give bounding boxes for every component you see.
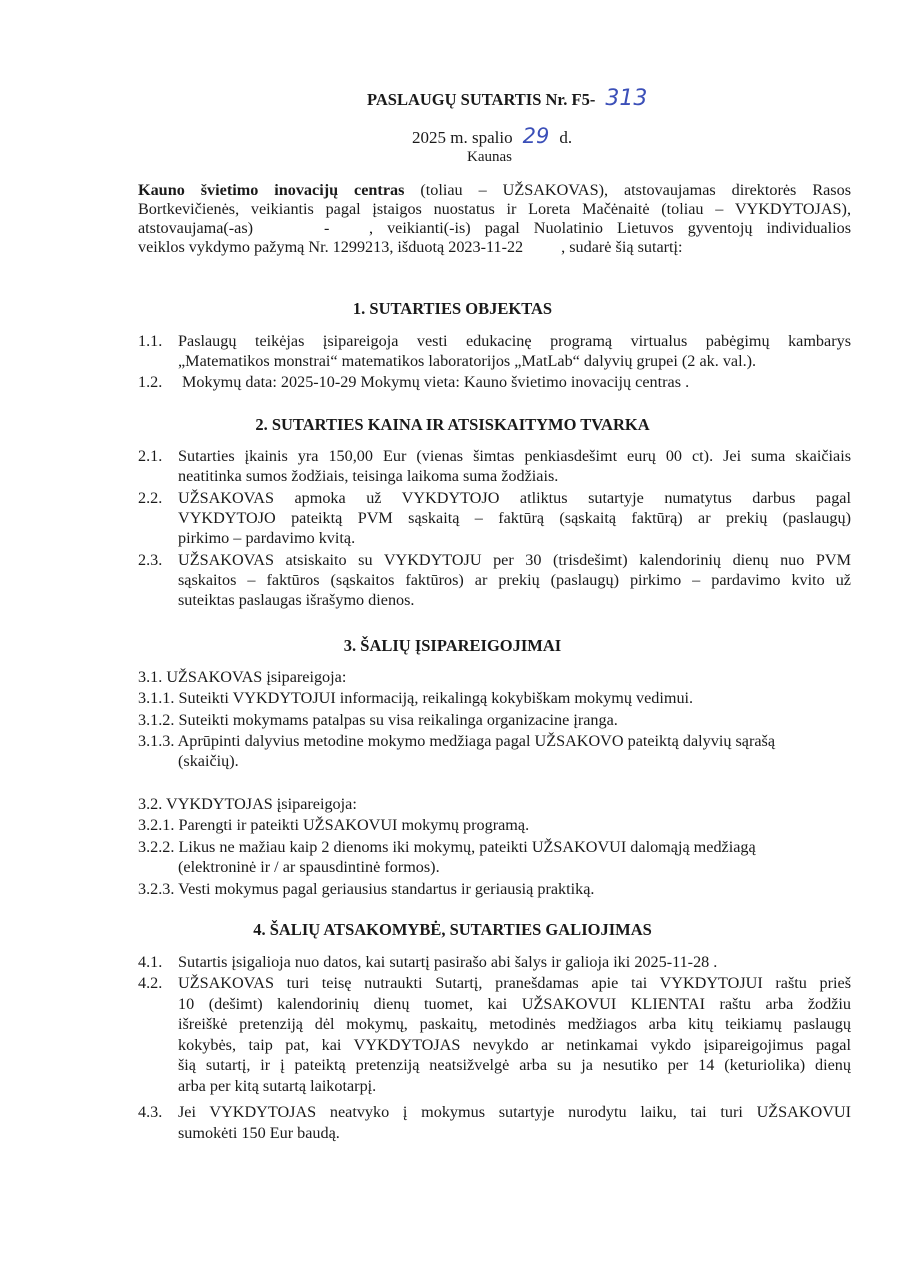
clause-number: 4.1. (138, 953, 163, 971)
clause-line: kokybės, taip pat, kai VYKDYTOJAS nevykdo ar netinkamai vykdo įsipareigojimus pagal (178, 1035, 851, 1054)
clause-3-2: 3.2. VYKDYTOJAS įsipareigoja: (138, 795, 357, 813)
date-text: 2025 m. spalio (412, 128, 513, 147)
clause-number: 2.3. (138, 551, 163, 569)
section-3-heading: 3. ŠALIŲ ĮSIPAREIGOJIMAI (343, 636, 562, 655)
clause-3-1: 3.1. UŽSAKOVAS įsipareigoja: (138, 668, 347, 686)
date-day-suffix: d. (559, 128, 573, 147)
intro-line-1-text: (toliau – UŽSAKOVAS), atstovaujamas direktorės Rasos (404, 181, 851, 199)
intro-line-3-dash: - (324, 219, 330, 237)
clause-1-1 (178, 331, 851, 371)
clause-3-1-3-cont: (skaičių). (178, 752, 239, 770)
clause-2-2 (178, 488, 851, 548)
contract-title (367, 86, 647, 111)
clause-number: 4.3. (138, 1103, 163, 1121)
clause-line: suteiktas paslaugas išrašymo dienos. (178, 591, 415, 609)
clause-line: pirkimo – pardavimo kvitą. (178, 529, 356, 547)
intro-line-3 (138, 219, 851, 238)
clause-3-2-1: 3.2.1. Parengti ir pateikti UŽSAKOVUI mokymų programą. (138, 816, 530, 834)
clause-line: arba per kitą sutartą laikotarpį. (178, 1076, 377, 1095)
intro-line-4 (138, 238, 851, 257)
clause-3-1-1: 3.1.1. Suteikti VYKDYTOJUI informaciją, reikalingą kokybiškam mokymų vedimui. (138, 689, 694, 707)
clause-line: UŽSAKOVAS apmoka už VYKDYTOJO atliktus sutartyje numatytus darbus pagal (178, 489, 851, 507)
clause-number: 2.2. (138, 489, 163, 507)
clause-line: Jei VYKDYTOJAS neatvyko į mokymus sutartyje nurodytu laiku, tai turi UŽSAKOVUI (178, 1103, 851, 1121)
clause-2-3 (178, 550, 851, 610)
clause-line: VYKDYTOJO pateiktą PVM sąskaitą – faktūrą (sąskaitą faktūrą) ar prekių (paslaugų) (178, 509, 851, 527)
clause-number: 2.1. (138, 447, 163, 465)
intro-line-1 (138, 181, 851, 200)
clause-line: Paslaugų teikėjas įsipareigoja vesti edukacinę programą virtualus pabėgimų kambarys (178, 332, 851, 350)
clause-4-1: Sutartis įsigalioja nuo datos, kai sutartį pasirašo abi šalys ir galioja iki 2025-11-28 . (178, 953, 718, 971)
customer-name: Kauno švietimo inovacijų centras (138, 181, 405, 199)
contract-date (412, 124, 572, 148)
handwritten-contract-number: 313 (605, 86, 648, 111)
clause-number: 1.2. (138, 373, 163, 391)
section-1-heading: 1. SUTARTIES OBJEKTAS (352, 299, 553, 318)
clause-line: UŽSAKOVAS turi teisę nutraukti Sutartį, pranešdamas apie tai VYKDYTOJUI raštu prieš (178, 974, 851, 992)
clause-line: sumokėti 150 Eur baudą. (178, 1123, 340, 1142)
clause-line: Sutarties įkainis yra 150,00 Eur (vienas šimtas penkiasdešimt eurų 00 ct). Jei suma skaičiais (178, 447, 851, 465)
intro-line-3-a: atstovaujama(-as) (138, 219, 254, 237)
clause-2-1 (178, 446, 851, 486)
clause-line: UŽSAKOVAS atsiskaito su VYKDYTOJU per 30 (trisdešimt) kalendorinių dienų nuo PVM (178, 551, 851, 569)
clause-3-2-2: 3.2.2. Likus ne mažiau kaip 2 dienoms iki mokymų, pateikti UŽSAKOVUI dalomąją medžiagą (138, 838, 756, 856)
clause-line: sąskaitos – faktūros (sąskaitos faktūros) ar prekių (paslaugų) pirkimo – pardavimo kvito už (178, 571, 851, 589)
clause-line: „Matematikos monstrai“ matematikos laboratorijos „MatLab“ dalyvių grupei (2 ak. val.). (178, 352, 757, 370)
intro-paragraph (138, 181, 851, 257)
handwritten-day: 29 (522, 124, 550, 148)
clause-line: neatitinka sumos žodžiais, teisinga laikoma suma žodžiais. (178, 467, 559, 485)
intro-line-4-b: , sudarė šią sutartį: (561, 238, 683, 256)
contract-city: Kaunas (467, 149, 512, 165)
clause-number: 1.1. (138, 332, 163, 350)
clause-line: šią sutartį, ir į pateiktą pretenziją neatsižvelgė arba su ja nesutiko per 14 (keturiolika) dienų (178, 1056, 851, 1074)
clause-3-1-2: 3.1.2. Suteikti mokymams patalpas su visa reikalinga organizacine įranga. (138, 711, 618, 729)
clause-3-1-3: 3.1.3. Aprūpinti dalyvius metodine mokymo medžiaga pagal UŽSAKOVO pateiktą dalyvių sąrašą (138, 732, 776, 750)
clause-3-2-3: 3.2.3. Vesti mokymus pagal geriausius standartus ir geriausią praktiką. (138, 880, 595, 898)
intro-line-2: Bortkevičienės, veikiantis pagal įstaigos nuostatus ir Loreta Mačėnaitė (toliau – VYKDYTOJAS), (138, 200, 851, 218)
clause-number: 4.2. (138, 974, 163, 992)
section-2-heading: 2. SUTARTIES KAINA IR ATSISKAITYMO TVARKA (255, 415, 650, 434)
intro-line-3-c: , veikianti(-is) pagal Nuolatinio Lietuvos gyventojų individualios (369, 219, 851, 237)
clause-4-3 (178, 1102, 851, 1143)
clause-3-2-2-cont: (elektroninė ir / ar spausdintinė formos). (178, 858, 440, 876)
clause-line: 10 (dešimt) kalendorinių dienų tuomet, kai UŽSAKOVUI KLIENTAI raštu arba žodžiu (178, 994, 851, 1013)
clause-line: išreiškė pretenziją dėl mokymų, paskaitų, metodinės medžiagos arba kitų teikiamų paslaugų (178, 1015, 851, 1033)
clause-1-2: Mokymų data: 2025-10-29 Mokymų vieta: Kauno švietimo inovacijų centras . (182, 373, 690, 391)
section-4-heading: 4. ŠALIŲ ATSAKOMYBĖ, SUTARTIES GALIOJIMAS (253, 920, 652, 939)
title-text: PASLAUGŲ SUTARTIS Nr. F5- (367, 90, 596, 109)
clause-4-2 (178, 973, 851, 1096)
intro-line-4-a: veiklos vykdymo pažymą Nr. 1299213, išduotą 2023-11-22 (138, 238, 524, 256)
